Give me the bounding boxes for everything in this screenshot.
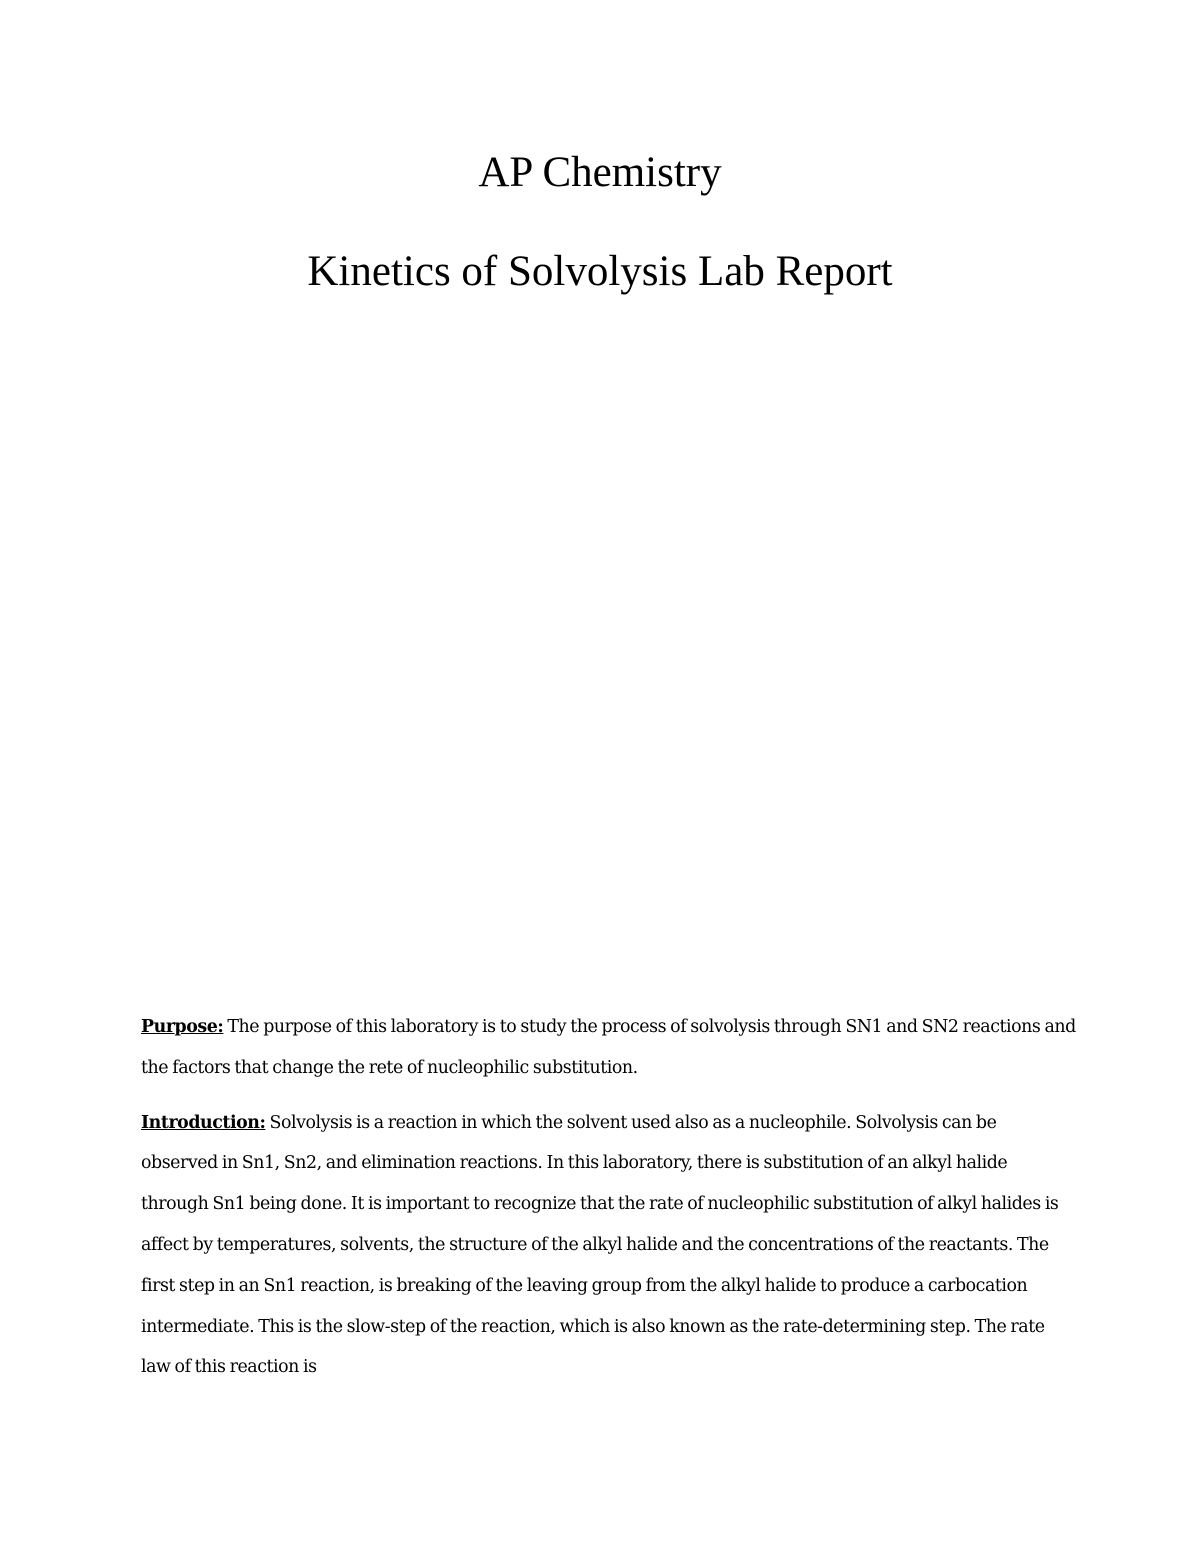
title-block xyxy=(0,140,1200,305)
page-title: AP Chemistry xyxy=(478,149,722,196)
purpose-label: Purpose: xyxy=(141,1017,224,1037)
introduction-label: Introduction: xyxy=(141,1112,266,1133)
page-subtitle: Kinetics of Solvolysis Lab Report xyxy=(307,248,893,295)
body-text xyxy=(141,1007,1076,1402)
purpose-paragraph xyxy=(141,1007,1076,1089)
purpose-text: The purpose of this laboratory is to study the process of solvolysis through SN1 and SN2 reactions and the factors that change the rete of nucleophilic substitution. xyxy=(141,1017,1076,1078)
introduction-text: Solvolysis is a reaction in which the solvent used also as a nucleophile. Solvolysis can be observed in Sn1, Sn2, and elimination reactions. In this laboratory, there is substitution of an alkyl halide through Sn1 being done. It is important to recognize that the rate of nucleophilic substitution of alkyl halides is affect by temperatures, solvents, the structure of the alkyl halide and the concentrations of the reactants. The first step in an Sn1 reaction, is breaking of the leaving group from the alkyl halide to produce a carbocation intermediate. This is the slow-step of the reaction, which is also known as the rate-determining step. The rate law of this reaction is xyxy=(141,1112,1059,1378)
introduction-paragraph xyxy=(141,1103,1076,1389)
